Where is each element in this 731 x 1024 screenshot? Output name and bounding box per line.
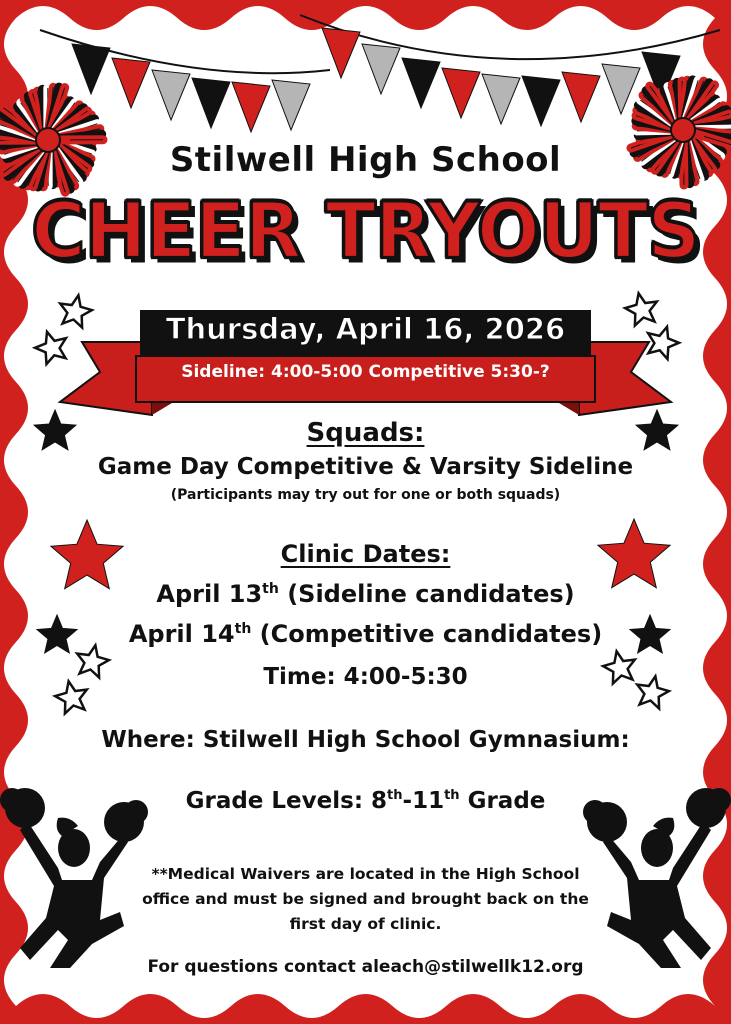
headline-title: CHEER TRYOUTS: [31, 185, 700, 277]
grade-text: Grade Levels: 8: [185, 788, 388, 814]
location: Where: Stilwell High School Gymnasium:: [101, 727, 630, 753]
tryout-times: Sideline: 4:00-5:00 Competitive 5:30-?: [181, 362, 550, 382]
grade-text: -11: [402, 788, 445, 814]
clinic-date-month: April 13: [156, 580, 263, 608]
school-name: Stilwell High School: [169, 140, 562, 180]
clinic-date-sideline: [0, 580, 731, 608]
grade-suffix: th: [444, 788, 460, 803]
contact-info: For questions contact aleach@stilwellk12.org: [147, 957, 584, 977]
clinic-date-competitive: [0, 620, 731, 648]
grade-levels: [0, 788, 731, 814]
clinic-date-desc: (Competitive candidates): [251, 620, 603, 648]
clinic-date-suffix: th: [234, 621, 252, 637]
squads-heading: [0, 418, 731, 448]
tryout-date: Thursday, April 16, 2026: [165, 312, 566, 346]
clinic-heading-text: Clinic Dates:: [280, 540, 451, 568]
clinic-date-desc: (Sideline candidates): [278, 580, 575, 608]
clinic-time: Time: 4:00-5:30: [263, 664, 468, 690]
clinic-date-month: April 14: [128, 620, 235, 648]
clinic-heading: [0, 540, 731, 568]
medical-waiver-note: **Medical Waivers are located in the High School office and must be signed and brought back on the first day of clinic.: [142, 865, 589, 933]
grade-text: Grade: [459, 788, 546, 814]
squads-heading-text: Squads:: [306, 418, 425, 448]
clinic-date-suffix: th: [262, 581, 279, 597]
squads-names: Game Day Competitive & Varsity Sideline: [97, 454, 634, 480]
squads-note: (Participants may try out for one or both squads): [170, 487, 561, 503]
grade-suffix: th: [387, 788, 403, 803]
